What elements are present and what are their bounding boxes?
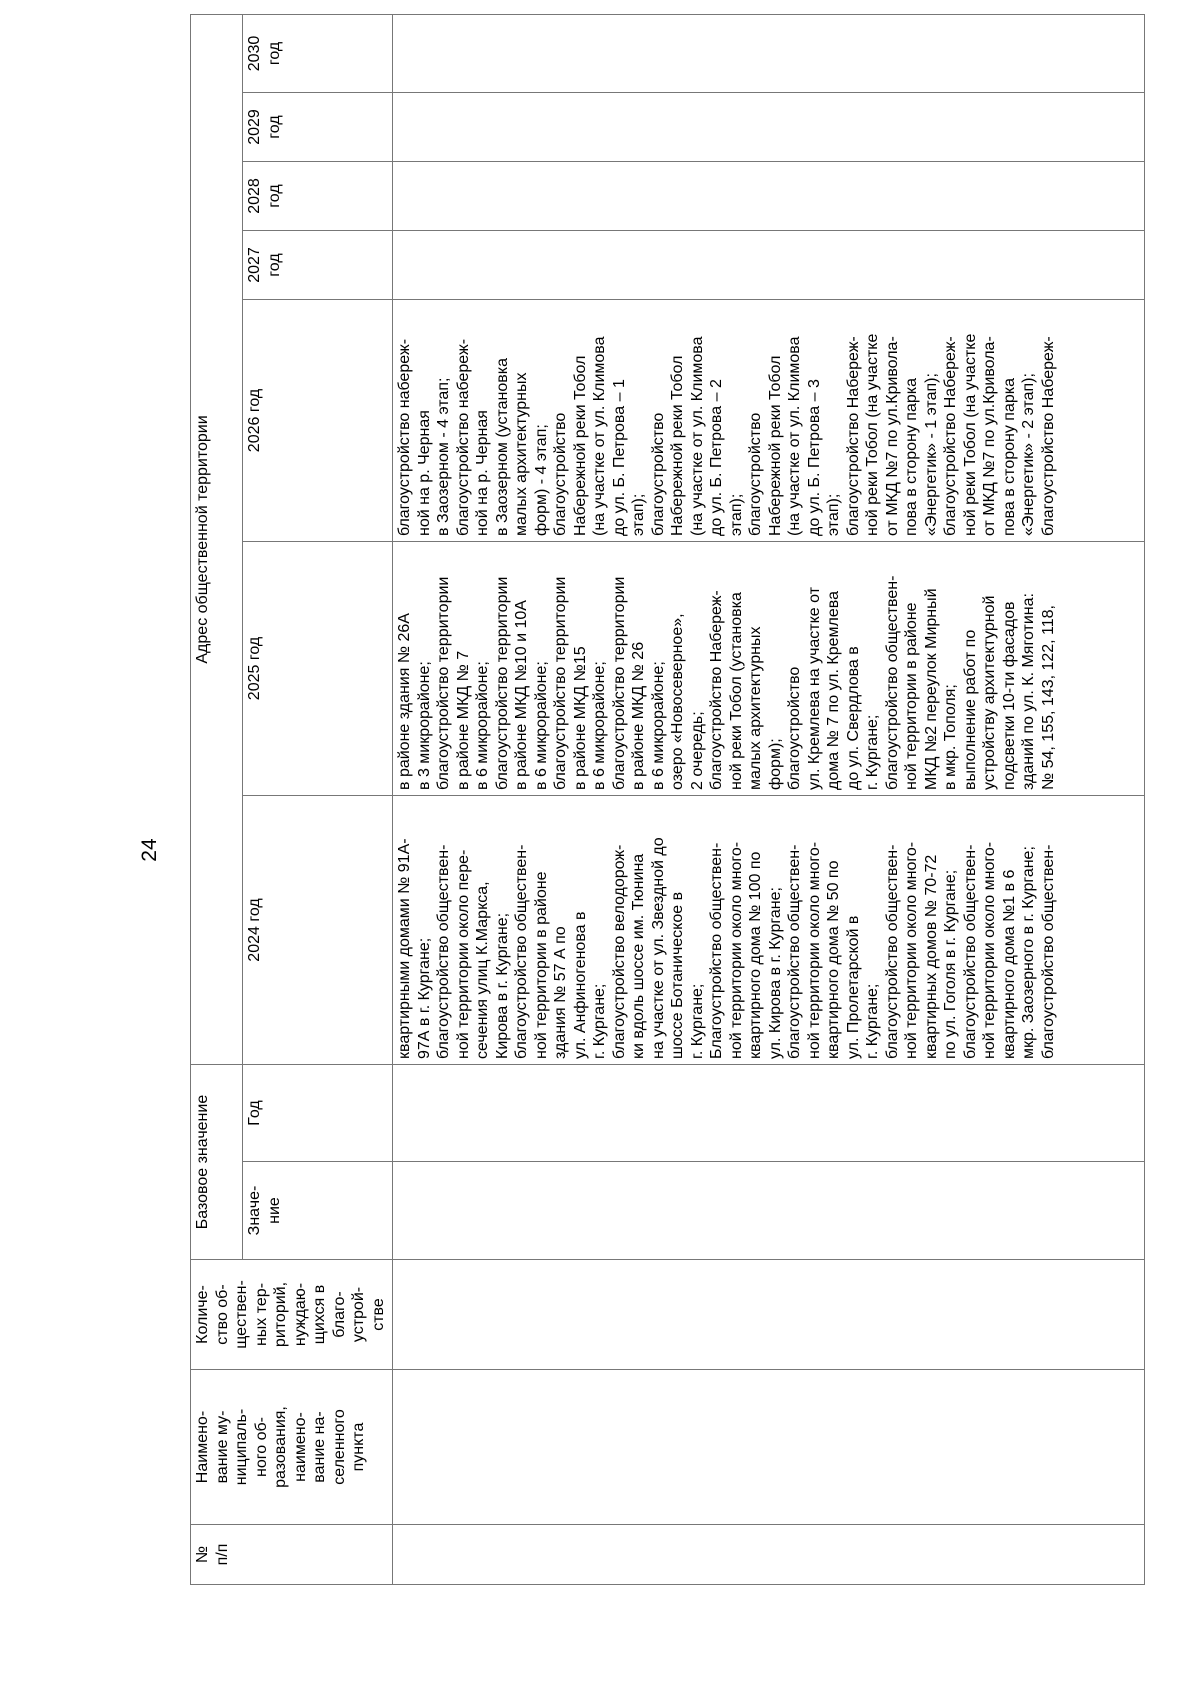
rotated-table-container <box>190 35 1145 1585</box>
header-2024: 2024 год <box>243 796 393 1065</box>
header-2026: 2026 год <box>243 300 393 542</box>
cell-2026: благоустройство набереж- ной на р. Черная в Заозерном - 4 этап; благоустройство набереж- ной на р. Черная в Заозерном (установка малых архитектурных форм) - 4 этап; благоустройство Набережной реки Тобол (на участке от ул. Климова до ул. Б. Петрова – 1 этап); благоустройство Набережной реки Тобол (на участке от ул. Климова до ул. Б. Петрова – 2 этап); благоустройство Набережной реки Тобол (на участке от ул. Климова до ул. Б. Петрова – 3 этап); благоустройство Набереж- ной реки Тобол (на участке от МКД №7 по ул.Кривола- пова в сторону парка «Энергетик» - 1 этап); благоустройство Набереж- ной реки Тобол (на участке от МКД №7 по ул.Кривола- пова в сторону парка «Энергетик» - 2 этап); благоустройство Набереж- <box>393 300 1145 542</box>
public-territories-table <box>190 14 1145 1585</box>
header-base-value: Базовое значение <box>191 1065 243 1260</box>
header-address: Адрес общественной территории <box>191 14 243 1064</box>
header-2027: 2027 год <box>243 231 393 300</box>
header-row-1 <box>191 14 243 1584</box>
cell-2024: квартирными домами № 91А- 97А в г. Кургане; благоустройство обществен- ной территории около пере- сечения улиц К.Маркса, Кирова в г. Кургане; благоустройство обществен- ной территории в районе здания № 57 А по ул. Анфиногенова в г. Кургане; благоустройство велодорож- ки вдоль шоссе им. Тюнина на участке от ул. Звездной до шоссе Ботаническое в г. Кургане; Благоустройство обществен- ной территории около много- квартирного дома № 100 по ул. Кирова в г. Кургане; благоустройство обществен- ной территории около много- квартирного дома № 50 по ул. Пролетарской в г. Кургане; благоустройство обществен- ной территории около много- квартирных домов № 70-72 по ул. Гоголя в г. Кургане; благоустройство обществен- ной территории около много- квартирного дома №1 в 6 мкр. Заозерного в г. Кургане; благоустройство обществен- <box>393 796 1145 1065</box>
cell-2030 <box>393 14 1145 92</box>
header-count: Количе- ство об- ществен- ных тер- риторий, нуждаю- щихся в благо- устрой- стве <box>191 1260 393 1370</box>
cell-municipality <box>393 1370 1145 1525</box>
header-2025: 2025 год <box>243 542 393 796</box>
table-row <box>393 14 1145 1584</box>
header-num: № п/п <box>191 1525 393 1585</box>
cell-base-value <box>393 1162 1145 1260</box>
header-2030: 2030 год <box>243 14 393 92</box>
cell-num <box>393 1525 1145 1585</box>
header-2028: 2028 год <box>243 162 393 231</box>
cell-2025: в районе здания № 26А в 3 микрорайоне; благоустройство территории в районе МКД № 7 в 6 микрорайоне; благоустройство территории в районе МКД №10 и 10А в 6 микрорайоне; благоустройство территории в районе МКД №15 в 6 микрорайоне; благоустройство территории в районе МКД № 26 в 6 микрорайоне; озеро «Новосеверное», 2 очередь; благоустройство Набереж- ной реки Тобол (установка малых архитектурных форм); благоустройство ул. Кремлева на участке от дома № 7 по ул. Кремлева до ул. Свердлова в г. Кургане; благоустройство обществен- ной территории в районе МКД №2 переулок Мирный в мкр. Тополя; выполнение работ по устройству архитектурной подсветки 10-ти фасадов зданий по ул. К. Мяготина: № 54, 155, 143, 122, 118, <box>393 542 1145 796</box>
header-base-year: Год <box>243 1065 393 1162</box>
header-municipality: Наимено- вание му- ниципаль- ного об- разования, наимено- вание на- селенного пункта <box>191 1370 393 1525</box>
cell-2027 <box>393 231 1145 300</box>
header-base-value-sub: Значе- ние <box>243 1162 393 1260</box>
cell-2029 <box>393 93 1145 162</box>
header-2029: 2029 год <box>243 93 393 162</box>
cell-base-year <box>393 1065 1145 1162</box>
cell-2028 <box>393 162 1145 231</box>
page-number: 24 <box>138 838 161 862</box>
cell-count <box>393 1260 1145 1370</box>
